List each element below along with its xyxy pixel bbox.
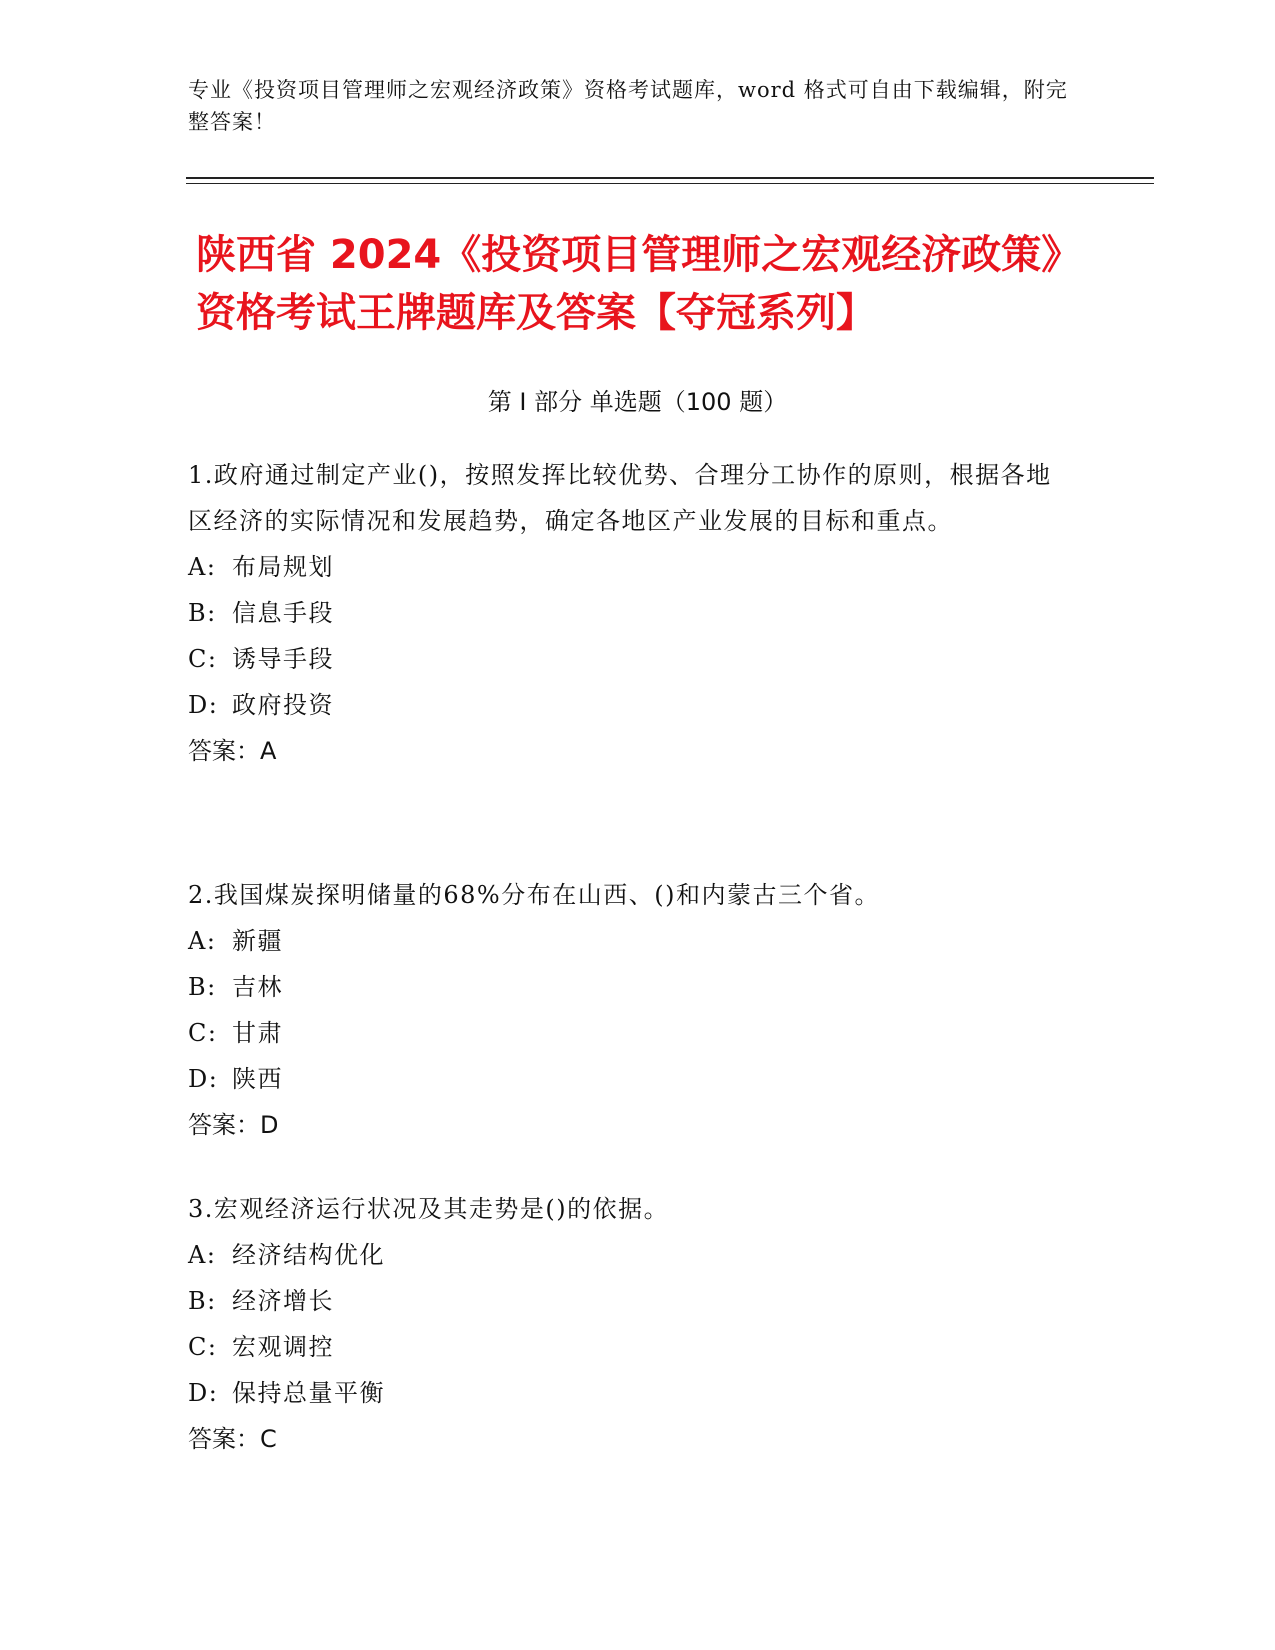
option-d xyxy=(188,682,1068,728)
header-note: 专业《投资项目管理师之宏观经济政策》资格考试题库，word 格式可自由下载编辑，附完整答案！ xyxy=(188,78,1068,134)
header-divider-thick xyxy=(186,177,1154,179)
option-c xyxy=(188,636,1068,682)
option-text: 宏观调控 xyxy=(232,1333,334,1361)
question-text: 1.政府通过制定产业()，按照发挥比较优势、合理分工协作的原则，根据各地区经济的实际情况和发展趋势，确定各地区产业发展的目标和重点。 xyxy=(188,461,1052,535)
answer-line: 答案：D xyxy=(188,1111,279,1139)
option-text: 陕西 xyxy=(232,1065,283,1093)
option-b xyxy=(188,590,1068,636)
section-heading: 第 I 部分 单选题（100 题） xyxy=(487,388,788,416)
question-1 xyxy=(188,452,1068,774)
option-key: D: xyxy=(188,1065,219,1093)
option-d xyxy=(188,1370,1068,1416)
option-b xyxy=(188,1278,1068,1324)
option-key: D: xyxy=(188,691,219,719)
option-a xyxy=(188,1232,1068,1278)
option-key: B: xyxy=(188,973,217,1001)
option-text: 新疆 xyxy=(232,927,283,955)
option-c xyxy=(188,1010,1068,1056)
option-text: 甘肃 xyxy=(232,1019,283,1047)
option-a xyxy=(188,918,1068,964)
option-key: D: xyxy=(188,1379,219,1407)
option-key: A: xyxy=(188,1241,217,1269)
option-key: B: xyxy=(188,1287,217,1315)
answer-line: 答案：C xyxy=(188,1425,277,1453)
answer-line: 答案：A xyxy=(188,737,277,765)
header-divider-thin xyxy=(186,183,1154,184)
option-text: 经济增长 xyxy=(232,1287,334,1315)
option-text: 信息手段 xyxy=(232,599,334,627)
option-key: C: xyxy=(188,645,218,673)
option-key: A: xyxy=(188,927,217,955)
option-c xyxy=(188,1324,1068,1370)
option-key: B: xyxy=(188,599,217,627)
option-d xyxy=(188,1056,1068,1102)
option-text: 保持总量平衡 xyxy=(232,1379,385,1407)
question-2 xyxy=(188,872,1068,1148)
option-key: C: xyxy=(188,1333,218,1361)
option-text: 政府投资 xyxy=(232,691,334,719)
option-key: A: xyxy=(188,553,217,581)
question-3 xyxy=(188,1186,1068,1462)
option-text: 诱导手段 xyxy=(232,645,334,673)
option-a xyxy=(188,544,1068,590)
option-b xyxy=(188,964,1068,1010)
option-key: C: xyxy=(188,1019,218,1047)
option-text: 经济结构优化 xyxy=(232,1241,385,1269)
question-text: 2.我国煤炭探明储量的68%分布在山西、()和内蒙古三个省。 xyxy=(188,881,880,909)
option-text: 布局规划 xyxy=(232,553,334,581)
option-text: 吉林 xyxy=(232,973,283,1001)
question-text: 3.宏观经济运行状况及其走势是()的依据。 xyxy=(188,1195,670,1223)
document-title: 陕西省 2024《投资项目管理师之宏观经济政策》资格考试王牌题库及答案【夺冠系列】 xyxy=(196,232,1082,336)
